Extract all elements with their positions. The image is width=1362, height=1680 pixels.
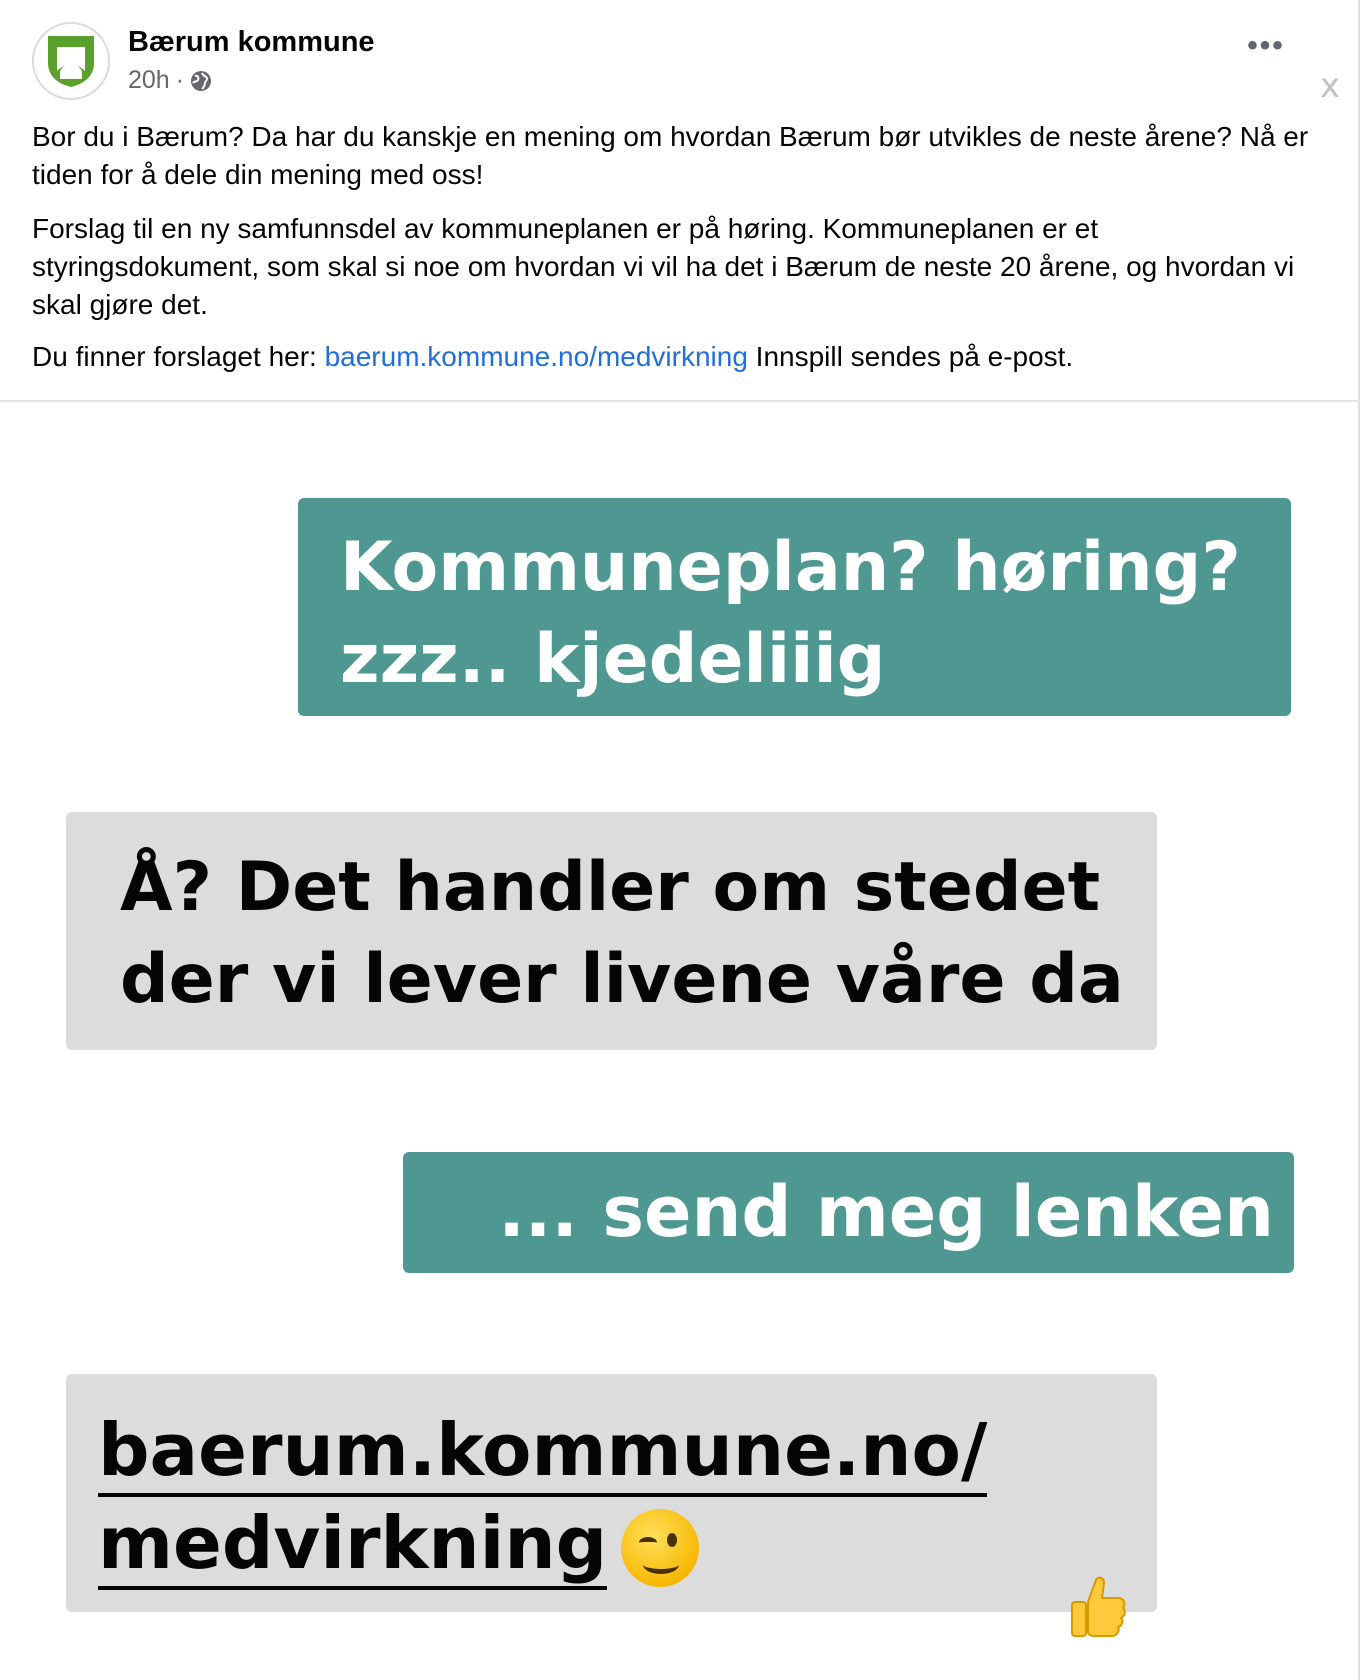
bubble-4-line-2: medvirkning [98, 1500, 607, 1590]
bubble-4-line-1: baerum.kommune.no/ [98, 1407, 987, 1497]
winking-face-icon [621, 1509, 699, 1587]
post-paragraph-1: Bor du i Bærum? Da har du kanskje en mening om hvordan Bærum bør utvikles de neste årene? Nå er tiden for å dele din mening med oss! [32, 121, 1309, 190]
meta-separator: · [175, 66, 185, 94]
chat-bubble-3: ... send meg lenken da [403, 1152, 1294, 1273]
divider [0, 400, 1360, 402]
medvirkning-link[interactable]: baerum.kommune.no/medvirkning [324, 341, 748, 372]
more-options-button[interactable]: ••• [1247, 29, 1285, 62]
bubble-1-line-1: Kommuneplan? høring? [340, 528, 1241, 607]
p3-prefix: Du finner forslaget her: [32, 341, 325, 372]
thumbs-up-icon [1068, 1574, 1128, 1653]
page-avatar[interactable] [32, 22, 110, 100]
chat-bubble-2 [66, 812, 1157, 1050]
bubble-1-line-2: zzz.. kjedeliiig [340, 620, 886, 699]
baerum-shield-logo-icon [45, 33, 97, 89]
post-paragraph-2: Forslag til en ny samfunnsdel av kommuneplanen er på høring. Kommuneplanen er et styringsdokument, som skal si noe om hvordan vi vil ha det i Bærum de neste 20 årene, og hvordan vi skal gjøre det. [32, 213, 1295, 320]
globe-icon [190, 70, 212, 92]
post-timestamp[interactable]: 20h [128, 66, 170, 94]
chat-bubble-4 [66, 1374, 1157, 1612]
hide-post-button[interactable]: x [1320, 66, 1341, 106]
bubble-2-line-1: Å? Det handler om stedet [120, 848, 1101, 927]
post-header [32, 22, 1332, 102]
p3-suffix: Innspill sendes på e-post. [747, 341, 1074, 372]
page-name-link[interactable]: Bærum kommune [128, 26, 375, 58]
chat-bubble-1 [298, 498, 1291, 716]
post-paragraph-3 [32, 338, 1322, 376]
post-meta [128, 66, 212, 95]
bubble-2-line-2: der vi lever livene våre da [120, 940, 1124, 1019]
